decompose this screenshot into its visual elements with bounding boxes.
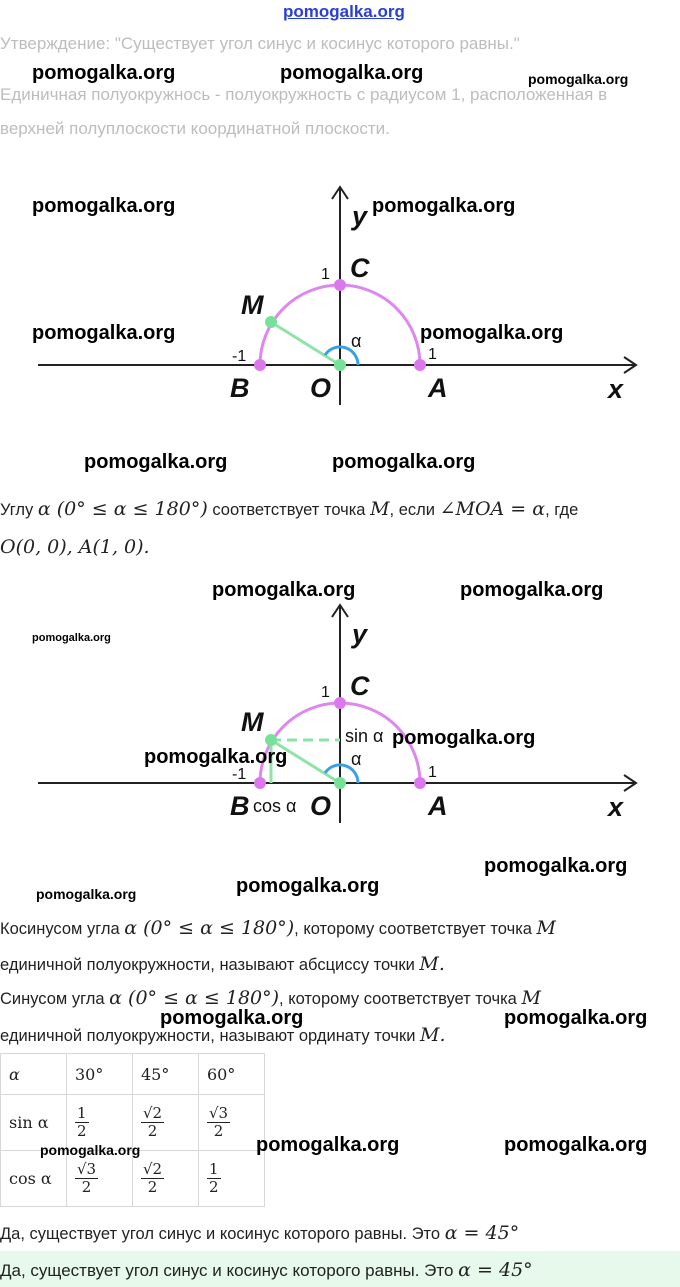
label-m: M (241, 707, 264, 737)
label-one-top: 1 (321, 266, 330, 283)
table-cell: $\frac{1}{2}$ (199, 1151, 265, 1207)
label-minus-one: -1 (232, 766, 247, 783)
table-cell: cos α (1, 1151, 67, 1207)
watermark: pomogalka.org (212, 579, 356, 601)
label-y: y (352, 619, 368, 649)
table-cell: 30° (67, 1054, 133, 1095)
watermark: pomogalka.org (332, 451, 476, 473)
cos-definition-line-2: единичной полуокружности, называют абсциссу точки M. (0, 953, 445, 975)
table-cell: $\frac{√3}{2}$ (67, 1151, 133, 1207)
watermark: pomogalka.org (40, 1142, 141, 1158)
point-b (254, 359, 266, 371)
label-cos: cos α (253, 796, 297, 816)
table-cell: sin α (1, 1095, 67, 1151)
watermark: pomogalka.org (160, 1007, 304, 1029)
point-o (334, 359, 346, 371)
label-y: y (352, 201, 368, 231)
cos-definition-line-1: Косинусом угла α (0° ≤ α ≤ 180°), которому соответствует точка M (0, 917, 557, 939)
table-cell: $\frac{1}{2}$ (67, 1095, 133, 1151)
table-cell: α (1, 1054, 67, 1095)
point-c (334, 279, 346, 291)
point-b (254, 777, 266, 789)
label-alpha: α (351, 331, 362, 351)
label-m: M (241, 290, 264, 320)
label-minus-one: -1 (232, 348, 247, 365)
watermark: pomogalka.org (392, 727, 536, 749)
label-one-top: 1 (321, 684, 330, 701)
radius-om (271, 322, 340, 365)
definition-line-1: Единичная полуокружнось - полуокружность с радиусом 1, расположенная в (0, 85, 608, 104)
label-o: O (310, 373, 332, 403)
watermark: pomogalka.org (372, 195, 516, 217)
label-a: A (428, 791, 448, 821)
statement-text: Утверждение: "Существует угол синус и косинус которого равны." (0, 34, 520, 53)
semicircle-diagram-2 (0, 593, 680, 833)
table-cell: $\frac{√3}{2}$ (199, 1095, 265, 1151)
label-c: C (350, 671, 370, 701)
table-cell: 60° (199, 1054, 265, 1095)
watermark: pomogalka.org (460, 579, 604, 601)
label-x: x (608, 374, 624, 404)
table-row-cos (1, 1151, 265, 1207)
label-x: x (608, 792, 624, 822)
label-b: B (230, 791, 250, 821)
point-a (414, 359, 426, 371)
watermark: pomogalka.org (256, 1134, 400, 1156)
label-c: C (350, 253, 370, 283)
watermark: pomogalka.org (32, 322, 176, 344)
watermark: pomogalka.org (504, 1134, 648, 1156)
watermark: pomogalka.org (420, 322, 564, 344)
label-one-right: 1 (428, 346, 437, 363)
label-sin: sin α (345, 726, 384, 746)
point-m (265, 734, 277, 746)
answer-text: Да, существует угол синус и косинус которого равны. Это α = 45° (0, 1259, 533, 1281)
sin-definition-line-1: Синусом угла α (0° ≤ α ≤ 180°), которому соответствует точка M (0, 987, 541, 1009)
angle-correspondence-line-2: O(0, 0), A(1, 0). (0, 536, 150, 558)
table-header-row (1, 1054, 265, 1095)
point-o (334, 777, 346, 789)
label-o: O (310, 791, 332, 821)
watermark: pomogalka.org (32, 62, 176, 84)
watermark: pomogalka.org (280, 62, 424, 84)
watermark: pomogalka.org (236, 875, 380, 897)
watermark: pomogalka.org (36, 886, 137, 902)
watermark: pomogalka.org (32, 632, 111, 644)
label-one-right: 1 (428, 764, 437, 781)
watermark: pomogalka.org (144, 746, 288, 768)
label-b: B (230, 373, 250, 403)
trig-values-table (0, 1053, 265, 1207)
watermark: pomogalka.org (484, 855, 628, 877)
table-cell: $\frac{√2}{2}$ (133, 1095, 199, 1151)
label-a: A (428, 373, 448, 403)
watermark: pomogalka.org (84, 451, 228, 473)
angle-correspondence-line-1: Углу α (0° ≤ α ≤ 180°) соответствует точка M, если ∠MOA = α, где (0, 498, 579, 520)
conclusion-text: Да, существует угол синус и косинус которого равны. Это α = 45° (0, 1222, 520, 1244)
table-cell: 45° (133, 1054, 199, 1095)
label-alpha: α (351, 749, 362, 769)
table-cell: $\frac{√2}{2}$ (133, 1151, 199, 1207)
watermark-link[interactable]: pomogalka.org (283, 2, 405, 21)
sin-definition-line-2: единичной полуокружности, называют ординату точки M. (0, 1024, 446, 1046)
watermark: pomogalka.org (528, 71, 629, 87)
watermark: pomogalka.org (504, 1007, 648, 1029)
watermark: pomogalka.org (32, 195, 176, 217)
point-m (265, 316, 277, 328)
point-c (334, 697, 346, 709)
answer-box (0, 1251, 680, 1287)
point-a (414, 777, 426, 789)
definition-line-2: верхней полуплоскости координатной плоскости. (0, 119, 390, 138)
